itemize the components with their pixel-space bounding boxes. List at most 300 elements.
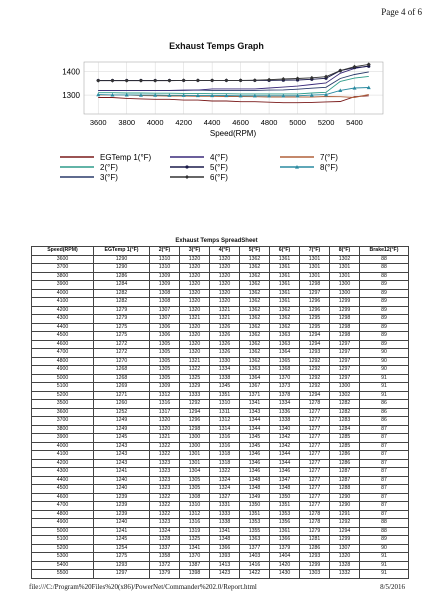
table-cell: 1413 xyxy=(210,561,240,570)
data-point xyxy=(125,79,129,83)
column-header: EGTemp 1(°F) xyxy=(94,247,150,256)
table-row xyxy=(32,434,409,443)
legend-marker xyxy=(185,175,189,179)
table-cell: 1279 xyxy=(94,315,150,324)
column-header: 2(°F) xyxy=(150,247,180,256)
table-cell: 1362 xyxy=(240,255,270,264)
table-cell: 87 xyxy=(360,442,409,451)
table-cell: 1370 xyxy=(180,553,210,562)
table-row xyxy=(32,340,409,349)
x-axis-label: Speed(RPM) xyxy=(209,129,257,138)
table-cell: 86 xyxy=(360,408,409,417)
table-cell: 1306 xyxy=(150,332,180,341)
table-cell: 1363 xyxy=(270,340,300,349)
table-cell: 1379 xyxy=(270,544,300,553)
table-cell: 1298 xyxy=(330,323,360,332)
table-cell: 1249 xyxy=(94,425,150,434)
table-row xyxy=(32,264,409,273)
table-cell: 1282 xyxy=(330,408,360,417)
table-cell: 90 xyxy=(360,544,409,553)
column-header: 7(°F) xyxy=(300,247,330,256)
table-cell: 1295 xyxy=(300,315,330,324)
data-point xyxy=(153,79,157,83)
table-cell: 3900 xyxy=(32,434,94,443)
table-cell: 1308 xyxy=(180,493,210,502)
table-cell: 1326 xyxy=(210,323,240,332)
table-cell: 1312 xyxy=(180,510,210,519)
table-cell: 87 xyxy=(360,459,409,468)
table-row xyxy=(32,561,409,570)
table-cell: 1355 xyxy=(240,527,270,536)
table-cell: 87 xyxy=(360,468,409,477)
column-header: 8(°F) xyxy=(330,247,360,256)
table-cell: 1404 xyxy=(270,553,300,562)
table-cell: 88 xyxy=(360,519,409,528)
table-row xyxy=(32,417,409,426)
table-cell: 1272 xyxy=(94,349,150,358)
table-cell: 1351 xyxy=(270,502,300,511)
table-cell: 1361 xyxy=(270,255,300,264)
table-cell: 1277 xyxy=(300,485,330,494)
table-cell: 1422 xyxy=(240,570,270,579)
table-cell: 1362 xyxy=(240,289,270,298)
table-cell: 1348 xyxy=(210,536,240,545)
table-cell: 1362 xyxy=(270,306,300,315)
table-cell: 1345 xyxy=(240,442,270,451)
table-cell: 89 xyxy=(360,536,409,545)
table-cell: 1278 xyxy=(300,519,330,528)
table-row xyxy=(32,493,409,502)
x-tick-label: 4400 xyxy=(203,118,221,127)
legend-item xyxy=(170,163,228,172)
table-cell: 5100 xyxy=(32,383,94,392)
table-cell: 1254 xyxy=(94,544,150,553)
table-cell: 3800 xyxy=(32,425,94,434)
table-cell: 88 xyxy=(360,272,409,281)
table-cell: 1324 xyxy=(210,485,240,494)
legend-label: 7(°F) xyxy=(320,153,338,162)
table-cell: 1319 xyxy=(180,527,210,536)
table-cell: 1323 xyxy=(150,519,180,528)
table-cell: 4400 xyxy=(32,323,94,332)
table-cell: 1271 xyxy=(94,391,150,400)
table-cell: 1300 xyxy=(180,442,210,451)
table-cell: 4000 xyxy=(32,442,94,451)
table-cell: 1320 xyxy=(210,281,240,290)
table-cell: 1277 xyxy=(300,434,330,443)
legend-item xyxy=(170,153,228,162)
table-cell: 1361 xyxy=(270,298,300,307)
table-cell: 1241 xyxy=(94,527,150,536)
table-cell: 1300 xyxy=(330,281,360,290)
table-cell: 1268 xyxy=(94,374,150,383)
table-cell: 1278 xyxy=(300,510,330,519)
table-cell: 1297 xyxy=(330,349,360,358)
table-cell: 4600 xyxy=(32,340,94,349)
table-row xyxy=(32,366,409,375)
table-cell: 1277 xyxy=(300,502,330,511)
table-cell: 1303 xyxy=(300,570,330,579)
table-cell: 1320 xyxy=(180,340,210,349)
table-cell: 1284 xyxy=(330,425,360,434)
x-tick-label: 4600 xyxy=(232,118,249,127)
table-cell: 1362 xyxy=(270,315,300,324)
table-cell: 1329 xyxy=(180,383,210,392)
footer-file-path: file:///C:/Program%20Files%20(x86)/PowerNet/Commander%202.0/Report.html xyxy=(29,583,257,591)
table-cell: 1318 xyxy=(210,451,240,460)
table-row xyxy=(32,400,409,409)
table-cell: 1367 xyxy=(240,383,270,392)
table-cell: 1282 xyxy=(330,400,360,409)
y-tick-labels xyxy=(62,67,80,100)
table-cell: 1243 xyxy=(94,459,150,468)
table-cell: 1307 xyxy=(150,306,180,315)
table-cell: 1293 xyxy=(300,553,330,562)
legend-item xyxy=(280,163,338,172)
table-cell: 4100 xyxy=(32,451,94,460)
table-cell: 1277 xyxy=(300,425,330,434)
table-cell: 1305 xyxy=(150,349,180,358)
table-cell: 1309 xyxy=(150,281,180,290)
table-cell: 1362 xyxy=(240,349,270,358)
table-cell: 3800 xyxy=(32,272,94,281)
table-cell: 1284 xyxy=(94,281,150,290)
table-cell: 1269 xyxy=(94,383,150,392)
chart-legend xyxy=(60,153,338,182)
table-cell: 1308 xyxy=(150,289,180,298)
table-cell: 1316 xyxy=(180,519,210,528)
table-cell: 1320 xyxy=(150,425,180,434)
table-cell: 91 xyxy=(360,561,409,570)
spreadsheet-title: Exhaust Temps SpreadSheet xyxy=(175,238,258,244)
table-cell: 1423 xyxy=(210,570,240,579)
table-cell: 1361 xyxy=(270,289,300,298)
table-cell: 4000 xyxy=(32,289,94,298)
table-cell: 1332 xyxy=(330,570,360,579)
table-cell: 1334 xyxy=(210,366,240,375)
table-cell: 1344 xyxy=(240,417,270,426)
table-row xyxy=(32,374,409,383)
table-row xyxy=(32,383,409,392)
table-row xyxy=(32,553,409,562)
table-cell: 88 xyxy=(360,255,409,264)
data-point xyxy=(182,78,186,82)
table-cell: 1316 xyxy=(210,442,240,451)
page-number-label: Page 4 of 6 xyxy=(381,7,422,17)
table-cell: 1330 xyxy=(210,357,240,366)
table-cell: 1341 xyxy=(240,400,270,409)
table-cell: 1323 xyxy=(150,485,180,494)
table-cell: 1358 xyxy=(150,553,180,562)
table-cell: 1309 xyxy=(150,272,180,281)
table-cell: 5200 xyxy=(32,391,94,400)
table-cell: 3600 xyxy=(32,255,94,264)
table-row xyxy=(32,442,409,451)
table-cell: 89 xyxy=(360,306,409,315)
table-cell: 1297 xyxy=(94,570,150,579)
table-cell: 1326 xyxy=(210,349,240,358)
table-cell: 1243 xyxy=(94,451,150,460)
table-cell: 1320 xyxy=(210,255,240,264)
table-cell: 1292 xyxy=(300,366,330,375)
table-cell: 89 xyxy=(360,332,409,341)
table-cell: 1308 xyxy=(150,298,180,307)
table-cell: 1249 xyxy=(94,417,150,426)
table-cell: 4300 xyxy=(32,315,94,324)
series-line xyxy=(98,66,369,80)
table-cell: 4600 xyxy=(32,493,94,502)
table-row xyxy=(32,459,409,468)
table-cell: 1324 xyxy=(210,476,240,485)
table-cell: 1322 xyxy=(150,442,180,451)
table-cell: 1371 xyxy=(240,391,270,400)
table-cell: 86 xyxy=(360,417,409,426)
table-cell: 1327 xyxy=(210,493,240,502)
table-cell: 1363 xyxy=(240,366,270,375)
table-cell: 1302 xyxy=(330,255,360,264)
table-cell: 1299 xyxy=(300,561,330,570)
table-cell: 1373 xyxy=(270,383,300,392)
table-cell: 1320 xyxy=(180,349,210,358)
table-cell: 1294 xyxy=(180,408,210,417)
table-cell: 3600 xyxy=(32,408,94,417)
table-cell: 1245 xyxy=(94,434,150,443)
exhaust-temps-spreadsheet xyxy=(31,246,409,579)
table-cell: 1305 xyxy=(150,366,180,375)
table-cell: 1320 xyxy=(180,255,210,264)
table-cell: 1320 xyxy=(180,332,210,341)
x-tick-labels xyxy=(90,118,363,127)
table-cell: 1322 xyxy=(150,493,180,502)
series-line xyxy=(98,76,369,94)
table-cell: 1348 xyxy=(270,485,300,494)
table-cell: 1275 xyxy=(94,323,150,332)
table-cell: 1346 xyxy=(270,468,300,477)
table-cell: 1239 xyxy=(94,502,150,511)
table-cell: 1277 xyxy=(300,442,330,451)
table-cell: 1362 xyxy=(240,272,270,281)
table-row xyxy=(32,468,409,477)
table-cell: 1286 xyxy=(330,451,360,460)
table-cell: 1321 xyxy=(210,315,240,324)
table-cell: 1307 xyxy=(330,544,360,553)
legend-label: 3(°F) xyxy=(100,173,118,182)
table-cell: 1292 xyxy=(330,519,360,528)
data-point xyxy=(224,78,228,82)
table-cell: 1292 xyxy=(180,400,210,409)
legend-marker xyxy=(185,165,188,168)
table-cell: 1293 xyxy=(94,561,150,570)
series-lines xyxy=(96,62,371,102)
table-row xyxy=(32,323,409,332)
table-cell: 1345 xyxy=(210,383,240,392)
table-cell: 1288 xyxy=(330,485,360,494)
table-cell: 1301 xyxy=(300,272,330,281)
table-cell: 1305 xyxy=(180,485,210,494)
table-row xyxy=(32,391,409,400)
column-header: 4(°F) xyxy=(210,247,240,256)
table-cell: 4800 xyxy=(32,510,94,519)
table-cell: 1292 xyxy=(300,383,330,392)
table-cell: 5300 xyxy=(32,553,94,562)
table-cell: 1285 xyxy=(330,442,360,451)
table-cell: 1387 xyxy=(180,561,210,570)
table-cell: 1305 xyxy=(180,476,210,485)
table-row xyxy=(32,544,409,553)
x-tick-label: 4000 xyxy=(146,118,164,127)
table-cell: 1430 xyxy=(270,570,300,579)
table-cell: 4100 xyxy=(32,298,94,307)
table-cell: 1372 xyxy=(150,561,180,570)
table-cell: 89 xyxy=(360,323,409,332)
table-cell: 1298 xyxy=(300,281,330,290)
table-cell: 1287 xyxy=(330,468,360,477)
table-cell: 1362 xyxy=(240,298,270,307)
table-cell: 3700 xyxy=(32,417,94,426)
table-cell: 87 xyxy=(360,434,409,443)
table-cell: 90 xyxy=(360,357,409,366)
table-cell: 1301 xyxy=(330,264,360,273)
table-cell: 1277 xyxy=(300,468,330,477)
table-row xyxy=(32,425,409,434)
table-row xyxy=(32,315,409,324)
table-cell: 1240 xyxy=(94,519,150,528)
legend-item xyxy=(60,163,118,172)
table-cell: 1307 xyxy=(150,315,180,324)
table-cell: 4700 xyxy=(32,349,94,358)
table-cell: 1370 xyxy=(270,374,300,383)
table-cell: 91 xyxy=(360,553,409,562)
table-cell: 1350 xyxy=(270,493,300,502)
x-tick-label: 3800 xyxy=(118,118,136,127)
table-cell: 1305 xyxy=(150,357,180,366)
x-tick-label: 4800 xyxy=(260,118,278,127)
table-cell: 1337 xyxy=(150,544,180,553)
table-cell: 1362 xyxy=(240,332,270,341)
table-cell: 88 xyxy=(360,264,409,273)
table-cell: 1362 xyxy=(240,306,270,315)
table-cell: 1364 xyxy=(270,349,300,358)
table-cell: 1362 xyxy=(240,323,270,332)
table-cell: 1243 xyxy=(94,442,150,451)
table-row xyxy=(32,357,409,366)
table-cell: 1341 xyxy=(210,527,240,536)
data-point xyxy=(239,78,243,82)
table-cell: 1321 xyxy=(210,306,240,315)
table-row xyxy=(32,408,409,417)
table-cell: 1301 xyxy=(180,451,210,460)
table-cell: 1317 xyxy=(150,408,180,417)
table-cell: 1349 xyxy=(240,493,270,502)
table-cell: 1301 xyxy=(330,272,360,281)
table-cell: 1321 xyxy=(180,315,210,324)
table-cell: 1362 xyxy=(270,323,300,332)
table-cell: 1285 xyxy=(330,434,360,443)
table-cell: 91 xyxy=(360,374,409,383)
table-cell: 1393 xyxy=(210,553,240,562)
table-row xyxy=(32,298,409,307)
table-cell: 1344 xyxy=(270,459,300,468)
table-cell: 1362 xyxy=(240,264,270,273)
table-cell: 4900 xyxy=(32,366,94,375)
table-cell: 1322 xyxy=(150,502,180,511)
table-cell: 86 xyxy=(360,400,409,409)
footer-date: 8/5/2016 xyxy=(380,583,405,591)
table-cell: 1343 xyxy=(240,408,270,417)
table-cell: 87 xyxy=(360,485,409,494)
table-row xyxy=(32,272,409,281)
table-cell: 1334 xyxy=(270,400,300,409)
table-cell: 1268 xyxy=(94,366,150,375)
table-cell: 1351 xyxy=(210,391,240,400)
table-cell: 1328 xyxy=(330,561,360,570)
table-cell: 1298 xyxy=(330,332,360,341)
table-cell: 1298 xyxy=(180,425,210,434)
series-group xyxy=(98,66,369,90)
table-cell: 4300 xyxy=(32,468,94,477)
table-cell: 1320 xyxy=(180,272,210,281)
table-cell: 1239 xyxy=(94,510,150,519)
table-cell: 1318 xyxy=(210,459,240,468)
column-header: Speed(RPM) xyxy=(32,247,94,256)
table-cell: 1379 xyxy=(150,570,180,579)
table-cell: 1292 xyxy=(300,374,330,383)
table-cell: 5000 xyxy=(32,374,94,383)
x-tick-label: 5200 xyxy=(317,118,335,127)
table-cell: 87 xyxy=(360,493,409,502)
table-cell: 1240 xyxy=(94,476,150,485)
table-cell: 1297 xyxy=(330,357,360,366)
table-cell: 1316 xyxy=(210,434,240,443)
table-cell: 91 xyxy=(360,391,409,400)
table-cell: 4500 xyxy=(32,332,94,341)
table-cell: 1348 xyxy=(240,476,270,485)
table-cell: 89 xyxy=(360,298,409,307)
table-cell: 1323 xyxy=(150,468,180,477)
x-tick-label: 5400 xyxy=(346,118,363,127)
table-cell: 1310 xyxy=(150,264,180,273)
table-cell: 1348 xyxy=(240,485,270,494)
table-cell: 1320 xyxy=(210,289,240,298)
table-cell: 1287 xyxy=(330,476,360,485)
table-cell: 1291 xyxy=(330,510,360,519)
table-cell: 1328 xyxy=(150,536,180,545)
table-cell: 1342 xyxy=(270,442,300,451)
table-cell: 3700 xyxy=(32,264,94,273)
table-cell: 1279 xyxy=(300,527,330,536)
table-cell: 1277 xyxy=(300,417,330,426)
table-cell: 1320 xyxy=(180,298,210,307)
table-cell: 1345 xyxy=(240,434,270,443)
table-cell: 5400 xyxy=(32,561,94,570)
table-cell: 4700 xyxy=(32,502,94,511)
table-cell: 1346 xyxy=(240,451,270,460)
table-row xyxy=(32,451,409,460)
table-cell: 1361 xyxy=(270,527,300,536)
table-cell: 90 xyxy=(360,366,409,375)
table-cell: 1299 xyxy=(330,536,360,545)
table-cell: 1331 xyxy=(210,502,240,511)
table-cell: 1292 xyxy=(300,357,330,366)
table-cell: 1300 xyxy=(330,289,360,298)
table-cell: 1294 xyxy=(300,391,330,400)
table-cell: 1350 xyxy=(240,502,270,511)
table-cell: 1272 xyxy=(94,340,150,349)
table-row xyxy=(32,476,409,485)
table-cell: 1245 xyxy=(94,536,150,545)
series-group xyxy=(96,62,371,82)
table-cell: 1324 xyxy=(150,527,180,536)
